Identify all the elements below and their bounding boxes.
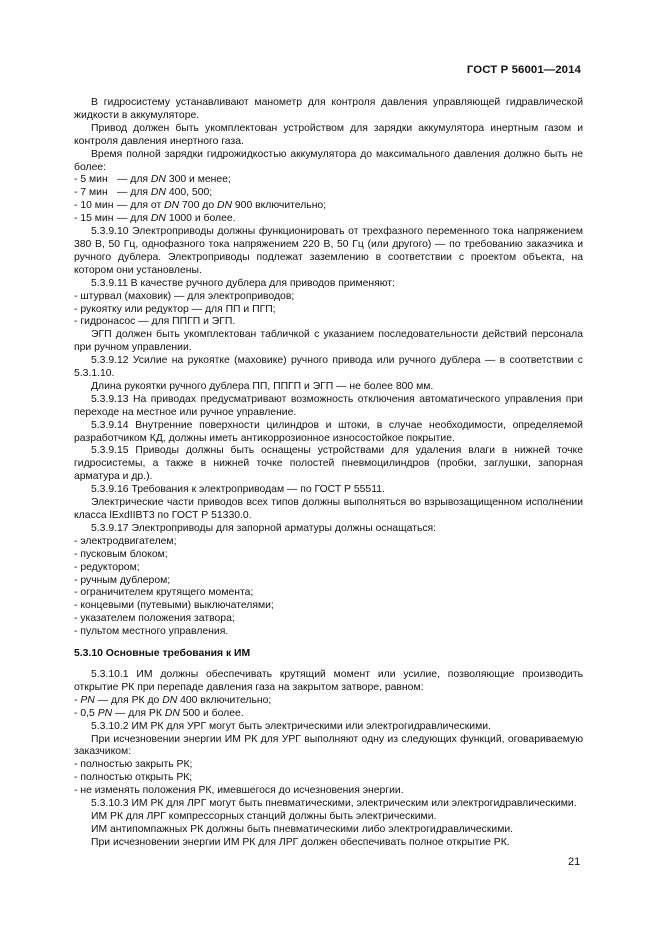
- list-item: - пультом местного управления.: [74, 626, 229, 638]
- list-item: - PN — для РК до DN 400 включительно;: [74, 694, 272, 706]
- paragraph: 5.3.9.11 В качестве ручного дублера для приводов применяют:: [91, 277, 395, 289]
- paragraph: Время полной зарядки гидрожидкостью аккумулятора до максимального давления должно быть не более:: [74, 148, 583, 173]
- paragraph: Длина рукоятки ручного дублера ПП, ППГП и ЭГП — не более 800 мм.: [91, 380, 434, 392]
- paragraph: Привод должен быть укомплектован устройством для зарядки аккумулятора инертным газом и контроля давления инертного газа.: [74, 122, 583, 147]
- paragraph: 5.3.9.12 Усилие на рукоятке (маховике) ручного привода или ручного дублера — в соответствии с 5.3.1.10.: [74, 355, 583, 380]
- list-item: - полностью открыть РК;: [74, 772, 193, 784]
- list-item: - полностью закрыть РК;: [74, 759, 193, 771]
- paragraph: 5.3.10.3 ИМ РК для ЛРГ могут быть пневматическими, электрическим или электрогидравлическими.: [91, 798, 577, 810]
- paragraph: 5.3.9.15 Приводы должны быть оснащены устройствами для удаления влаги в нижней точке гидросистемы, а также в нижней точке полостей пневмоцилиндров (пробки, заглушки, запорная арматура и др.).: [74, 445, 583, 483]
- list-item: - пусковым блоком;: [74, 548, 168, 560]
- list-item: - указателем положения затвора;: [74, 613, 235, 625]
- section-heading: 5.3.10 Основные требования к ИМ: [74, 648, 251, 660]
- list-item: - не изменять положения РК, имевшегося до исчезновения энергии.: [74, 785, 404, 797]
- paragraph: ЭГП должен быть укомплектован табличкой с указанием последовательности действий персонала при ручном управлении.: [74, 329, 583, 354]
- list-item: - редуктором;: [74, 561, 140, 573]
- list-item: - 0,5 PN — для РК DN 500 и более.: [74, 707, 244, 719]
- page-number: 21: [568, 856, 581, 868]
- paragraph: При исчезновении энергии ИМ РК для ЛРГ должен обеспечивать полное открытие РК.: [91, 836, 510, 848]
- paragraph: ИМ антипомпажных РК должны быть пневматическими либо электрогидравлическими.: [91, 823, 514, 835]
- paragraph: 5.3.9.17 Электроприводы для запорной арматуры должны оснащаться:: [91, 522, 437, 534]
- paragraph: 5.3.9.13 На приводах предусматривают возможность отключения автоматического управления при переходе на местное или ручное управление.: [74, 393, 583, 418]
- paragraph: 5.3.9.10 Электроприводы должны функционировать от трехфазного переменного тока напряжением 380 В, 50 Гц, однофазного тока напряжением 220 В, 50 Гц (или другого) — по требованию заказчика и ручного дублера. Электроприводы подлежат заземлению в соответствии с проектом объекта, на котором они установлены.: [74, 226, 583, 276]
- document-header: ГОСТ Р 56001—2014: [466, 64, 581, 76]
- list-item: - ограничителем крутящего момента;: [74, 587, 254, 599]
- list-item: - концевыми (путевыми) выключателями;: [74, 600, 274, 612]
- paragraph: 5.3.10.1 ИМ должны обеспечивать крутящий момент или усилие, позволяющие производить открытие РК при перепаде давления газа на закрытом затворе, равном:: [74, 668, 583, 693]
- paragraph: При исчезновении энергии ИМ РК для УРГ выполняют одну из следующих функций, оговариваемую заказчиком:: [74, 733, 583, 758]
- paragraph: Электрические части приводов всех типов должны выполняться во взрывозащищенном исполнении класса lExdIIBT3 по ГОСТ Р 51330.0.: [74, 497, 583, 521]
- time-item: - 5 мин — для DN 300 и менее;: [74, 174, 231, 186]
- list-item: - рукоятку или редуктор — для ПП и ПГП;: [74, 303, 276, 315]
- list-item: - штурвал (маховик) — для электроприводов;: [74, 290, 295, 302]
- time-item: - 7 мин — для DN 400, 500;: [74, 187, 213, 199]
- paragraph: 5.3.9.14 Внутренние поверхности цилиндров и штоки, в случае необходимости, определяемой разработчиком КД, должны иметь антикоррозионное износостойкое покрытие.: [74, 419, 583, 444]
- paragraph: В гидросистему устанавливают манометр для контроля давления управляющей гидравлической жидкости в аккумуляторе.: [74, 97, 583, 121]
- list-item: - гидронасос — для ППГП и ЭГП.: [74, 316, 236, 328]
- paragraph: 5.3.10.2 ИМ РК для УРГ могут быть электрическими или электрогидравлическими.: [91, 720, 491, 732]
- time-item: - 15 мин — для DN 1000 и более.: [74, 213, 236, 225]
- list-item: - электродвигателем;: [74, 535, 177, 547]
- time-item: - 10 мин — для от DN 700 до DN 900 включительно;: [74, 200, 327, 212]
- list-item: - ручным дублером;: [74, 574, 171, 586]
- paragraph: 5.3.9.16 Требования к электроприводам — по ГОСТ Р 55511.: [91, 484, 385, 496]
- paragraph: ИМ РК для ЛРГ компрессорных станций должны быть электрическими.: [91, 810, 437, 822]
- document-body: [74, 97, 583, 850]
